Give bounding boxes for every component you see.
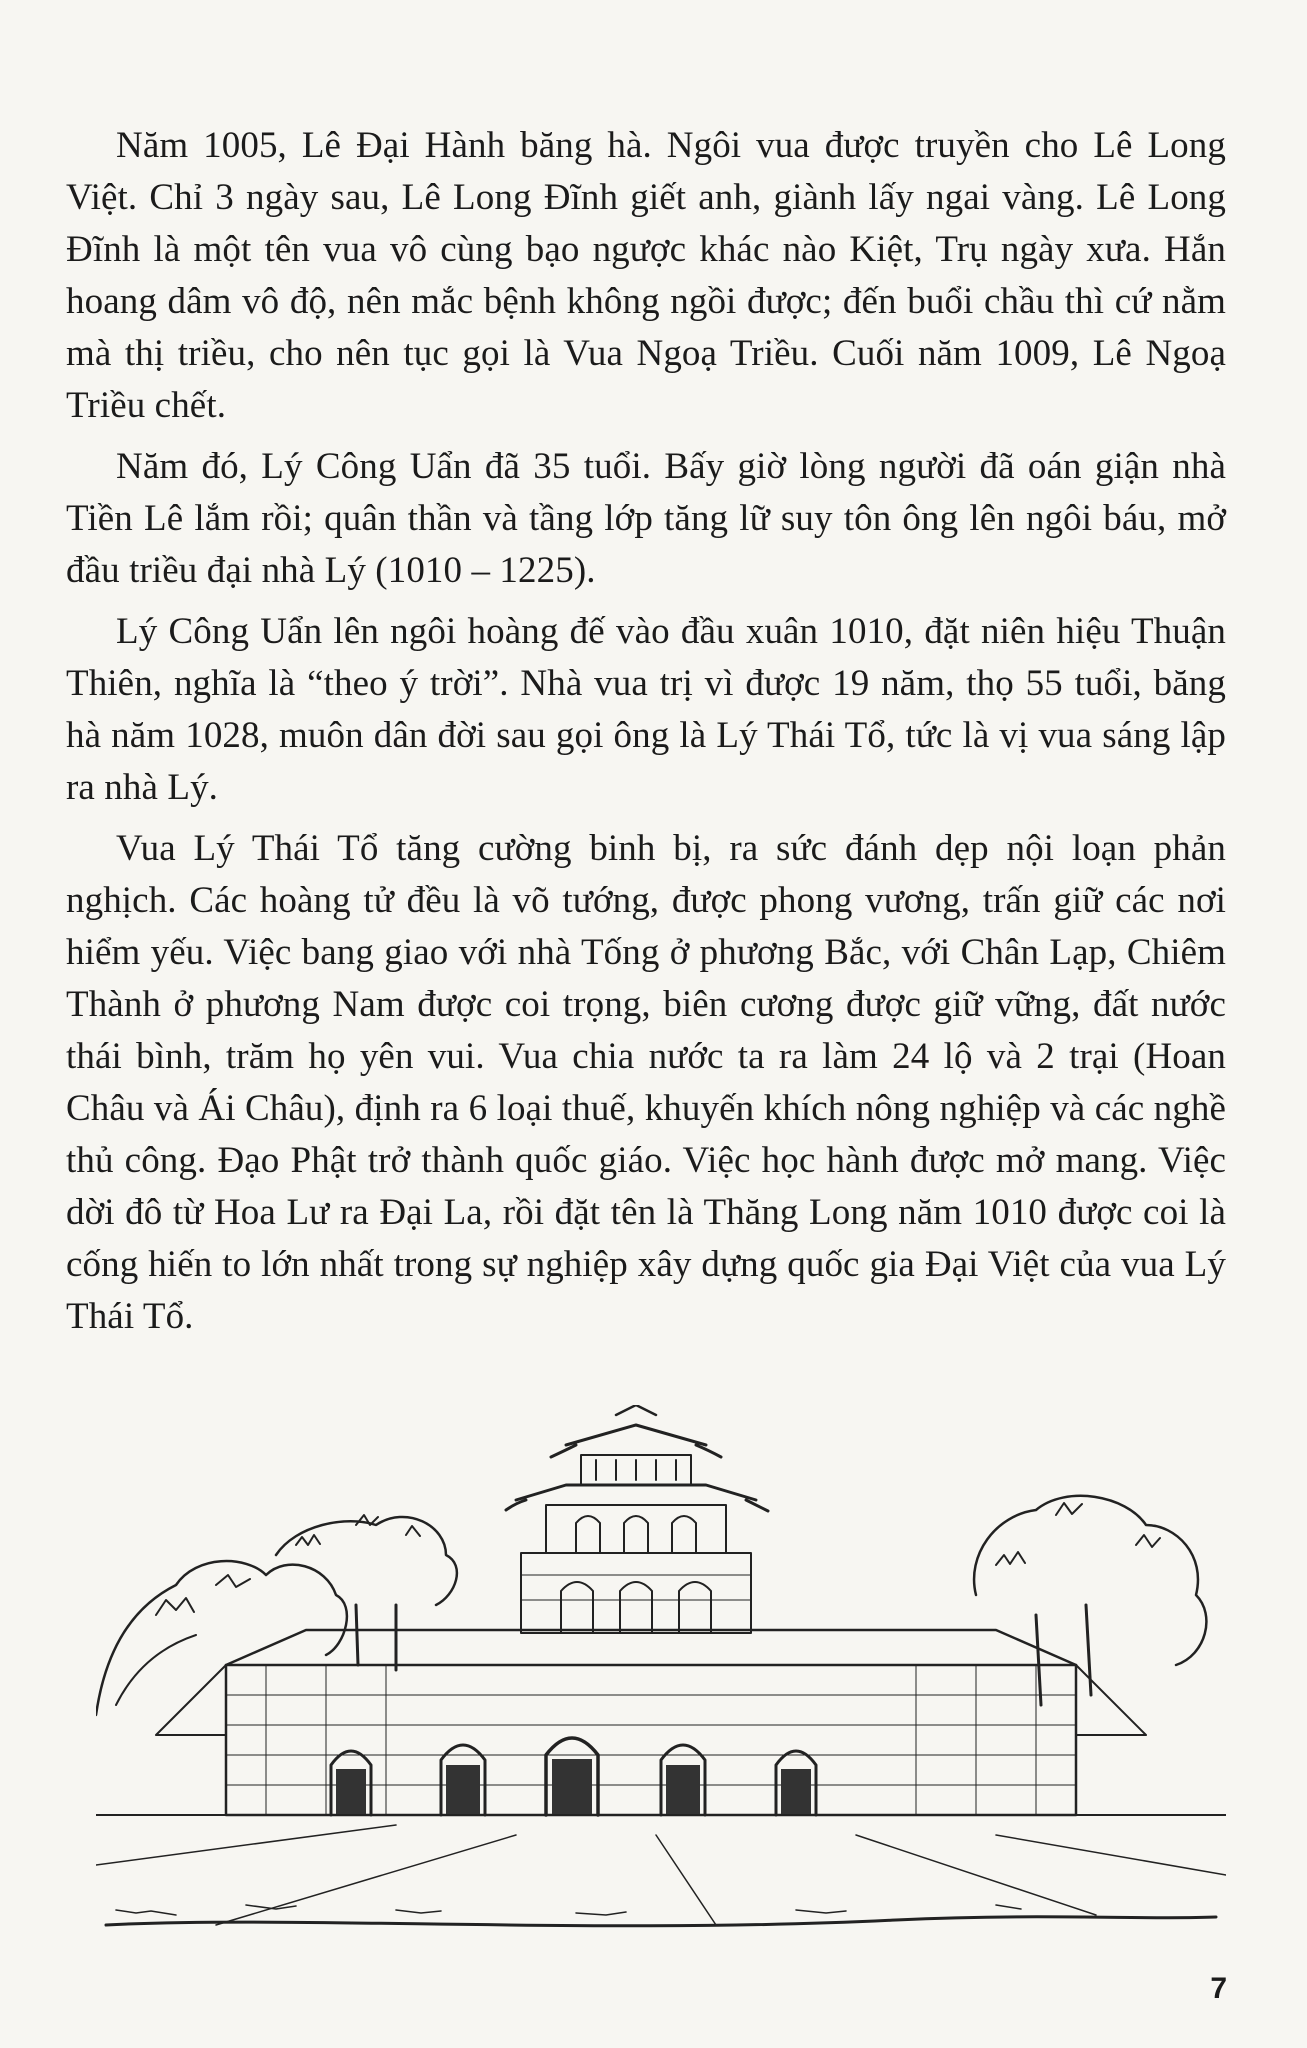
paragraph-1: Năm 1005, Lê Đại Hành băng hà. Ngôi vua được truyền cho Lê Long Việt. Chỉ 3 ngày sau, Lê Long Đĩnh giết anh, giành lấy ngai vàng. Lê Long Đĩnh là một tên vua vô cùng bạo ngược khác nào Kiệt, Trụ ngày xưa. Hắn hoang dâm vô độ, nên mắc bệnh không ngồi được; đến buổi chầu thì cứ nằm mà thị triều, cho nên tục gọi là Vua Ngoạ Triều. Cuối năm 1009, Lê Ngoạ Triều chết. [66,125,1226,426]
body-text [66,120,1226,1352]
page-number: 7 [1210,1972,1227,2005]
paragraph-3: Lý Công Uẩn lên ngôi hoàng đế vào đầu xuân 1010, đặt niên hiệu Thuận Thiên, nghĩa là “theo ý trời”. Nhà vua trị vì được 19 năm, thọ 55 tuổi, băng hà năm 1028, muôn dân đời sau gọi ông là Lý Thái Tổ, tức là vị vua sáng lập ra nhà Lý. [66,611,1226,808]
paragraph-4: Vua Lý Thái Tổ tăng cường binh bị, ra sức đánh dẹp nội loạn phản nghịch. Các hoàng tử đều là võ tướng, được phong vương, trấn giữ các nơi hiểm yếu. Việc bang giao với nhà Tống ở phương Bắc, với Chân Lạp, Chiêm Thành ở phương Nam được coi trọng, biên cương được giữ vững, đất nước thái bình, trăm họ yên vui. Vua chia nước ta ra làm 24 lộ và 2 trại (Hoan Châu và Ái Châu), định ra 6 loại thuế, khuyến khích nông nghiệp và các nghề thủ công. Đạo Phật trở thành quốc giáo. Việc học hành được mở mang. Việc dời đô từ Hoa Lư ra Đại La, rồi đặt tên là Thăng Long năm 1010 được coi là cống hiến to lớn nhất trong sự nghiệp xây dựng quốc gia Đại Việt của vua Lý Thái Tổ. [66,828,1226,1337]
citadel-gate-sketch-icon [96,1405,1226,1945]
paragraph-2: Năm đó, Lý Công Uẩn đã 35 tuổi. Bấy giờ lòng người đã oán giận nhà Tiền Lê lắm rồi; quân thần và tầng lớp tăng lữ suy tôn ông lên ngôi báu, mở đầu triều đại nhà Lý (1010 – 1225). [66,446,1226,591]
